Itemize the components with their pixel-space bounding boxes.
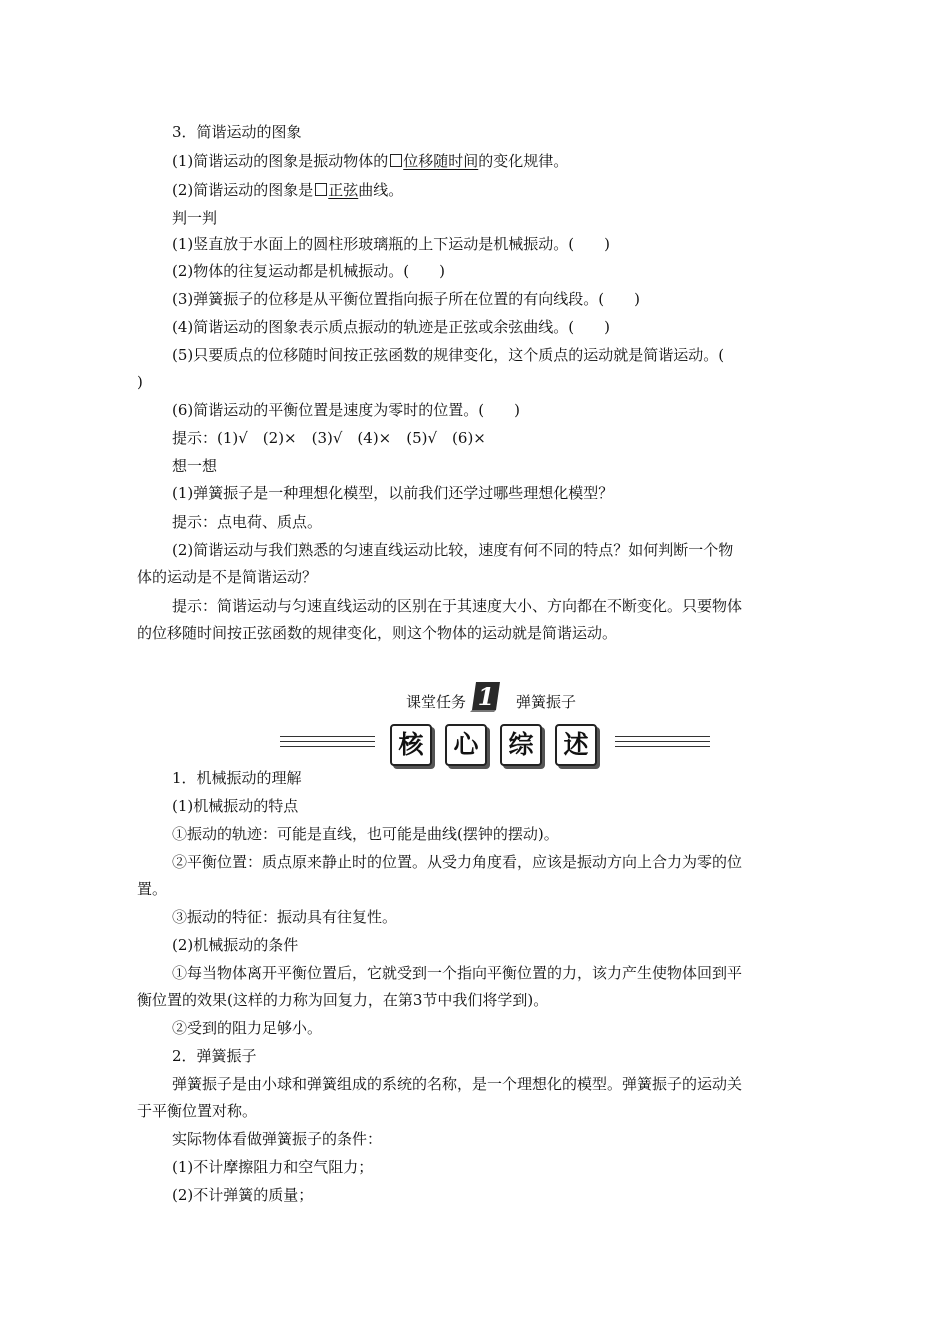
item1-post: 的变化规律。 [478, 152, 569, 170]
section3-item2 [172, 180, 852, 200]
think-answer-1: 提示：点电荷、质点。 [172, 513, 323, 531]
body-paragraph: ③振动的特征：振动具有往复性。 [172, 908, 398, 926]
judge-item: (3)弹簧振子的位移是从平衡位置指向振子所在位置的有向线段。( ) [172, 290, 640, 308]
item1-answer-blank: 位移随时间 [388, 152, 478, 170]
think-answer-2-cont: 的位移随时间按正弦函数的规律变化，则这个物体的运动就是简谐运动。 [137, 624, 618, 642]
body-paragraph: (2)不计弹簧的质量； [172, 1186, 314, 1204]
blank-box-icon [315, 183, 327, 196]
body-paragraph-cont: 于平衡位置对称。 [137, 1102, 258, 1120]
judge-hint: 提示：(1)√ (2)× (3)√ (4)× (5)√ (6)× [172, 429, 486, 447]
body-heading-1: 1．机械振动的理解 [172, 769, 302, 787]
judge-item: (2)物体的往复运动都是机械振动。( ) [172, 262, 445, 280]
think-question-2: (2)简谐运动与我们熟悉的匀速直线运动比较，速度有何不同的特点？如何判断一个物 [172, 541, 734, 559]
banner-char: 心 [445, 724, 487, 766]
body-paragraph: 实际物体看做弹簧振子的条件： [172, 1130, 383, 1148]
section3-item1 [172, 151, 852, 171]
judge-item: (4)简谐运动的图象表示质点振动的轨迹是正弦或余弦曲线。( ) [172, 318, 610, 336]
task-name: 弹簧振子 [516, 693, 577, 711]
think-question-1: (1)弹簧振子是一种理想化模型，以前我们还学过哪些理想化模型？ [172, 484, 614, 502]
item2-pre: (2)简谐运动的图象是 [172, 181, 314, 199]
body-paragraph: (1)不计摩擦阻力和空气阻力； [172, 1158, 374, 1176]
judge-item: (1)竖直放于水面上的圆柱形玻璃瓶的上下运动是机械振动。( ) [172, 235, 610, 253]
think-answer-2: 提示：简谐运动与匀速直线运动的区别在于其速度大小、方向都在不断变化。只要物体 [172, 597, 743, 615]
body-paragraph-cont: 置。 [137, 880, 168, 898]
task-title [0, 680, 950, 720]
banner-char: 综 [500, 724, 542, 766]
judge-item-continuation: ) [137, 373, 143, 391]
body-subheading-1-2: (2)机械振动的条件 [172, 936, 299, 954]
body-paragraph: ②平衡位置：质点原来静止时的位置。从受力角度看，应该是振动方向上合力为零的位 [172, 853, 743, 871]
item1-pre: (1)简谐运动的图象是振动物体的 [172, 152, 389, 170]
judge-item: (5)只要质点的位移随时间按正弦函数的规律变化，这个质点的运动就是简谐运动。( [172, 346, 725, 364]
body-heading-2: 2．弹簧振子 [172, 1047, 257, 1065]
core-summary-banner [280, 720, 710, 770]
section3-heading: 3．简谐运动的图象 [172, 123, 302, 141]
think-question-2-cont: 体的运动是不是简谐运动？ [137, 568, 318, 586]
body-subheading-1-1: (1)机械振动的特点 [172, 797, 299, 815]
think-heading: 想一想 [172, 457, 218, 475]
item2-answer-blank: 正弦 [313, 181, 358, 199]
task-label: 课堂任务 [406, 693, 467, 711]
task-number: 1 [477, 682, 495, 711]
left-rule-lines [280, 736, 375, 751]
judge-heading: 判一判 [172, 209, 218, 227]
body-paragraph: ②受到的阻力足够小。 [172, 1019, 323, 1037]
body-paragraph-cont: 衡位置的效果(这样的力称为回复力，在第3节中我们将学到)。 [137, 991, 549, 1009]
banner-char: 述 [555, 724, 597, 766]
banner-char: 核 [390, 724, 432, 766]
judge-item: (6)简谐运动的平衡位置是速度为零时的位置。( ) [172, 401, 520, 419]
body-paragraph: ①每当物体离开平衡位置后，它就受到一个指向平衡位置的力，该力产生使物体回到平 [172, 964, 743, 982]
right-rule-lines [615, 736, 710, 751]
body-paragraph: 弹簧振子是由小球和弹簧组成的系统的名称，是一个理想化的模型。弹簧振子的运动关 [172, 1075, 743, 1093]
item2-post: 曲线。 [358, 181, 404, 199]
blank-box-icon [390, 154, 402, 167]
task-number-badge-icon [470, 680, 500, 712]
body-paragraph: ①振动的轨迹：可能是直线，也可能是曲线(摆钟的摆动)。 [172, 825, 559, 843]
